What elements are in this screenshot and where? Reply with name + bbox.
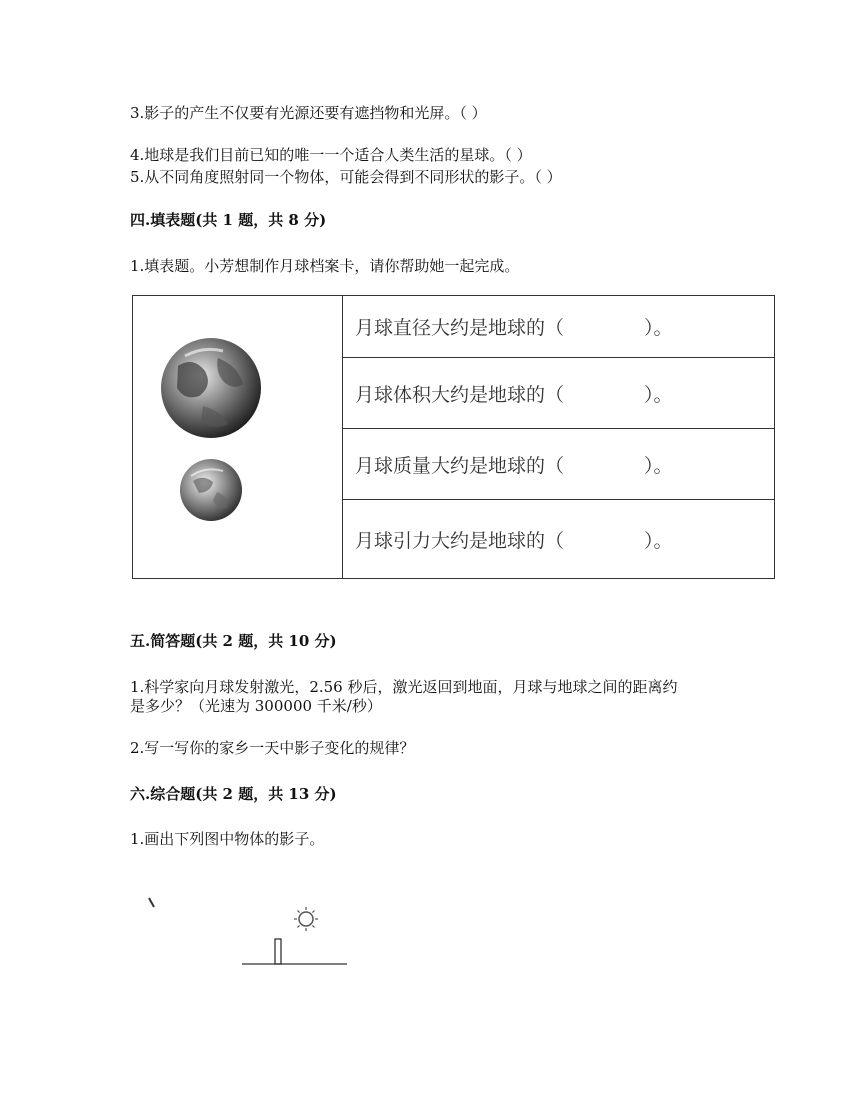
question-5: 5.从不同角度照射同一个物体，可能会得到不同形状的影子。（ ）	[130, 168, 562, 186]
shadow-diagram	[140, 890, 360, 980]
moon-info-table	[132, 295, 775, 579]
row-suffix: ）。	[644, 383, 673, 406]
row-suffix: ）。	[644, 529, 673, 552]
pole-icon	[275, 939, 281, 964]
row-label: 月球质量大约是地球的（	[355, 454, 565, 477]
question-4: 4.地球是我们目前已知的唯一一个适合人类生活的星球。（ ）	[130, 146, 532, 164]
planet-images	[133, 296, 343, 580]
mark-icon	[149, 898, 154, 907]
earth-icon	[161, 338, 261, 438]
table-row-diameter	[343, 296, 774, 358]
moon-icon	[180, 459, 242, 521]
section-6-heading: 六.综合题(共 2 题，共 13 分)	[130, 785, 337, 803]
section-5-question-1-line-2: 是多少？（光速为 300000 千米/秒）	[130, 697, 382, 715]
section-5-question-2: 2.写一写你的家乡一天中影子变化的规律？	[130, 739, 415, 757]
row-suffix: ）。	[644, 454, 673, 477]
row-label: 月球引力大约是地球的（	[355, 529, 565, 552]
section-5-heading: 五.简答题(共 2 题，共 10 分)	[130, 632, 337, 650]
table-row-gravity	[343, 500, 774, 578]
table-row-mass	[343, 429, 774, 500]
planet-image-cell	[133, 296, 343, 578]
row-suffix: ）。	[644, 317, 673, 339]
row-label: 月球直径大约是地球的（	[355, 317, 565, 339]
table-row-volume	[343, 358, 774, 429]
section-4-question-1: 1.填表题。小芳想制作月球档案卡，请你帮助她一起完成。	[130, 257, 520, 275]
section-4-heading: 四.填表题(共 1 题，共 8 分)	[130, 211, 327, 229]
section-6-question-1: 1.画出下列图中物体的影子。	[130, 830, 325, 848]
sun-icon	[294, 907, 318, 931]
section-5-question-1-line-1: 1.科学家向月球发射激光，2.56 秒后，激光返回到地面，月球与地球之间的距离约	[130, 678, 678, 696]
question-3: 3.影子的产生不仅要有光源还要有遮挡物和光屏。（ ）	[130, 104, 487, 122]
row-label: 月球体积大约是地球的（	[355, 383, 565, 406]
